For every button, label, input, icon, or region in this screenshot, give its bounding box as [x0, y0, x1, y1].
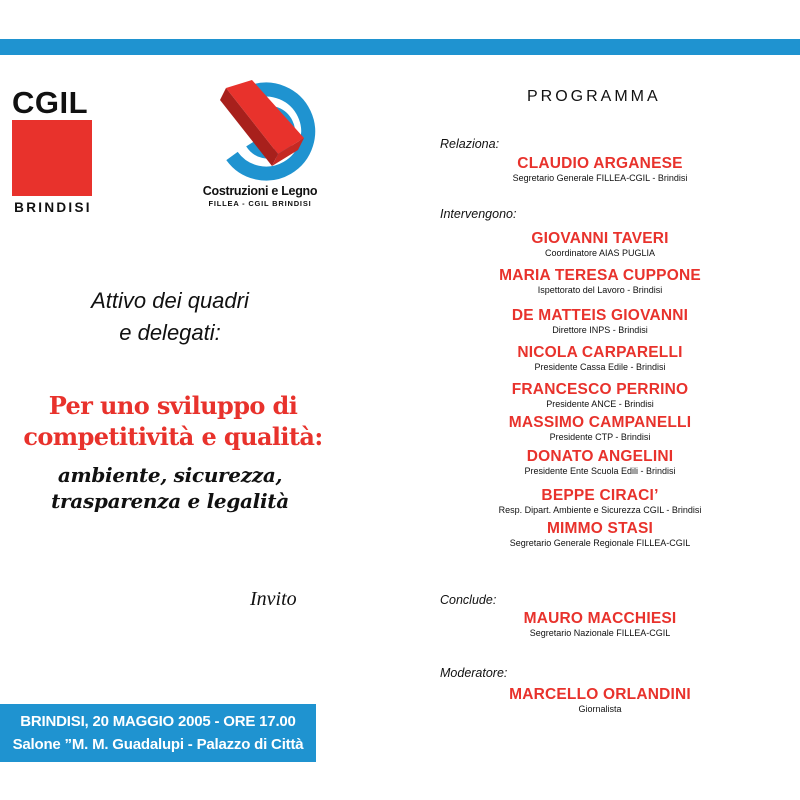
- speaker-name: MASSIMO CAMPANELLI: [508, 414, 692, 431]
- slogan-line-3: ambiente, sicurezza,: [57, 463, 283, 487]
- speaker-name: GIOVANNI TAVERI: [531, 230, 669, 247]
- fillea-logo-subtitle: FILLEA - CGIL BRINDISI: [208, 199, 312, 208]
- speaker-name: NICOLA CARPARELLI: [517, 344, 683, 361]
- speaker-item: [440, 520, 760, 549]
- cgil-logo-text: CGIL: [12, 85, 89, 120]
- relaziona-label: Relaziona:: [440, 137, 500, 151]
- cgil-red-square: [12, 120, 92, 196]
- speaker-name: FRANCESCO PERRINO: [511, 381, 689, 398]
- speaker-role: Segretario Generale Regionale FILLEA-CGIL: [509, 538, 691, 548]
- cgil-logo-city: BRINDISI: [14, 200, 92, 215]
- speaker-role: Presidente CTP - Brindisi: [549, 432, 651, 442]
- speaker-role: Presidente Ente Scuola Edili - Brindisi: [524, 466, 676, 476]
- speaker-role: Presidente ANCE - Brindisi: [546, 399, 654, 409]
- slogan-black: [20, 462, 320, 514]
- top-accent-bar: [0, 39, 800, 55]
- speaker-name: MARIA TERESA CUPPONE: [499, 267, 701, 284]
- speaker-role: Segretario Generale FILLEA-CGIL - Brindisi: [512, 173, 688, 183]
- slogan-line-1: Per uno sviluppo di: [48, 391, 298, 420]
- event-venue: Salone ”M. M. Guadalupi - Palazzo di Città: [12, 736, 304, 753]
- fillea-emblem-icon: [212, 78, 322, 183]
- fillea-logo-name: Costruzioni e Legno: [202, 184, 318, 198]
- slogan-red: [18, 390, 328, 452]
- speaker-name: BEPPE CIRACI’: [541, 487, 659, 504]
- speaker-item: [440, 230, 760, 259]
- speaker-item: [440, 448, 760, 477]
- speaker-item: [440, 267, 760, 296]
- meeting-title-line-2: e delegati:: [119, 320, 221, 345]
- speaker-item: [440, 307, 760, 336]
- speaker-name: DE MATTEIS GIOVANNI: [511, 307, 689, 324]
- moderatore-label: Moderatore:: [440, 666, 508, 680]
- speaker-conclude: [440, 610, 760, 639]
- speaker-item: [440, 344, 760, 373]
- speaker-role: Segretario Nazionale FILLEA-CGIL: [529, 628, 671, 638]
- speaker-name: DONATO ANGELINI: [526, 448, 674, 465]
- speaker-item: [440, 414, 760, 443]
- invito-label: Invito: [250, 588, 297, 610]
- slogan-line-2: competitività e qualità:: [23, 422, 323, 451]
- event-details-box: [0, 704, 316, 762]
- intervengono-label: Intervengono:: [440, 207, 517, 221]
- speaker-name: CLAUDIO ARGANESE: [517, 155, 683, 172]
- speaker-name: MARCELLO ORLANDINI: [509, 686, 691, 703]
- speaker-name: MAURO MACCHIESI: [523, 610, 677, 627]
- speaker-name: MIMMO STASI: [546, 520, 654, 537]
- speaker-role: Ispettorato del Lavoro - Brindisi: [537, 285, 663, 295]
- speaker-role: Resp. Dipart. Ambiente e Sicurezza CGIL - Brindisi: [498, 505, 702, 515]
- speaker-moderatore: [440, 686, 760, 715]
- conclude-label: Conclude:: [440, 593, 497, 607]
- slogan-line-4: trasparenza e legalità: [51, 489, 289, 513]
- speaker-item: [440, 487, 760, 516]
- speaker-relatore: [440, 155, 760, 184]
- meeting-title: [40, 285, 300, 349]
- speaker-role: Giornalista: [578, 704, 622, 714]
- cgil-logo: [12, 85, 94, 215]
- programme-title: PROGRAMMA: [527, 88, 661, 105]
- speaker-role: Direttore INPS - Brindisi: [552, 325, 648, 335]
- meeting-title-line-1: Attivo dei quadri: [91, 288, 249, 313]
- event-date-time: BRINDISI, 20 MAGGIO 2005 - ORE 17.00: [20, 713, 296, 730]
- speaker-item: [440, 381, 760, 410]
- speaker-role: Presidente Cassa Edile - Brindisi: [534, 362, 666, 372]
- speaker-role: Coordinatore AIAS PUGLIA: [544, 248, 656, 258]
